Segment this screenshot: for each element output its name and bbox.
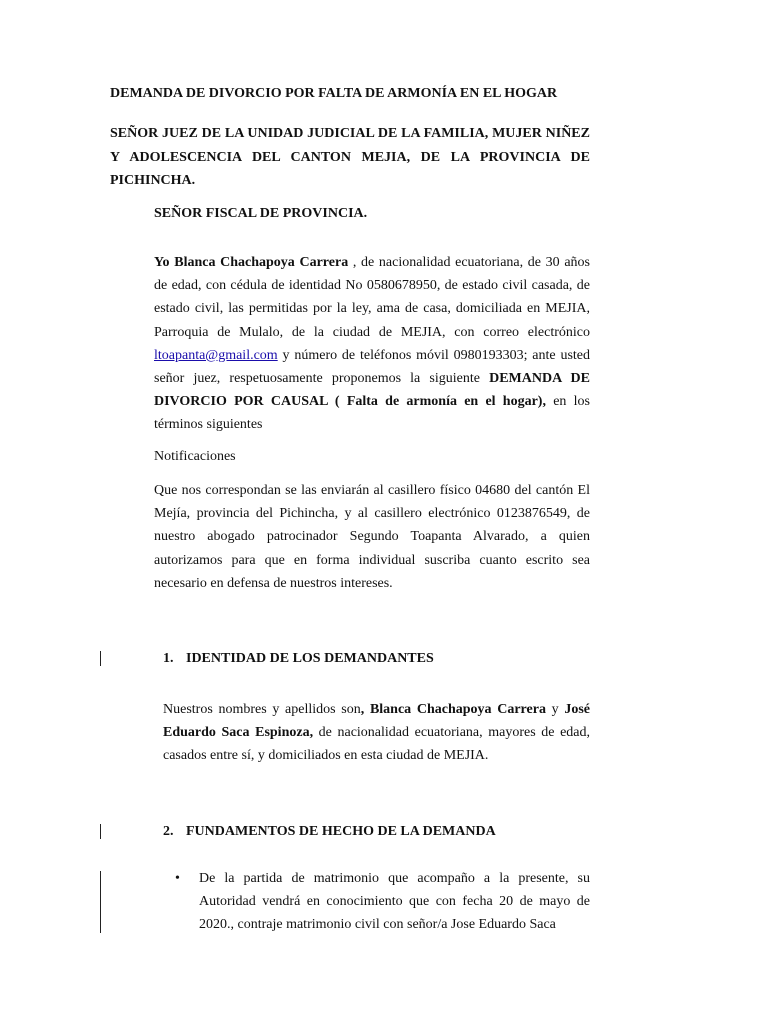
section-1-paragraph — [163, 698, 590, 768]
section-2-title: FUNDAMENTOS DE HECHO DE LA DEMANDA — [186, 824, 496, 839]
section-1-number: 1. — [163, 651, 174, 666]
plaintiff-1-name: , Blanca Chachapoya Carrera — [360, 702, 546, 717]
change-bar — [100, 651, 101, 666]
notifications-heading: Notificaciones — [154, 449, 236, 464]
section-1-text-2: y — [545, 702, 565, 717]
notifications-paragraph: Que nos correspondan se las enviarán al casillero físico 04680 del cantón El Mejía, provincia del Pichincha, y al casillero electrónico 0123876549, de nuestro abogado patrocinador Segundo Toapanta Alvarado, a quien autorizamos para que en forma individual suscriba cuanto escrito sea necesario en defensa de nuestros intereses. — [154, 483, 590, 591]
plaintiff-2-name: José Eduardo Saca Espinoza, — [163, 702, 591, 741]
email-link[interactable]: ltoapanta@gmail.com — [154, 347, 278, 363]
section-2-heading — [163, 820, 590, 843]
bullet-icon: • — [175, 871, 180, 886]
intro-text-3: en los términos siguientes — [154, 394, 590, 433]
change-bar — [100, 824, 101, 839]
section-1-title: IDENTIDAD DE LOS DEMANDANTES — [186, 651, 434, 666]
intro-text-2: y número de teléfonos móvil 0980193303; ante usted señor juez, respetuosamente proponemos la siguiente — [154, 347, 590, 387]
document-title: DEMANDA DE DIVORCIO POR FALTA DE ARMONÍA EN EL HOGAR — [110, 86, 558, 101]
section-1-text-3: de nacionalidad ecuatoriana, mayores de edad, casados entre sí, y domiciliados en esta ciudad de MEJIA. — [163, 725, 590, 764]
section-1-text-1: Nuestros nombres y apellidos son — [163, 702, 361, 717]
intro-text-1: , de nacionalidad ecuatoriana, de 30 años de edad, con cédula de identidad No 0580678950, de estado civil casada, de estado civil, las permitidas por la ley, ama de casa, domiciliada en MEJIA, Parroquia de Mulalo, de la ciudad de MEJIA, con correo electrónico — [154, 255, 591, 340]
fiscal-addressee: SEÑOR FISCAL DE PROVINCIA. — [154, 206, 368, 221]
bullet-list-item — [175, 867, 590, 937]
plaintiff-name: Yo Blanca Chachapoya Carrera — [154, 255, 349, 270]
demand-type: DEMANDA DE DIVORCIO POR CAUSAL ( Falta de armonía en el hogar), — [154, 371, 590, 410]
intro-paragraph — [154, 251, 590, 437]
addressee-paragraph: SEÑOR JUEZ DE LA UNIDAD JUDICIAL DE LA FAMILIA, MUJER NIÑEZ Y ADOLESCENCIA DEL CANTON MEJIA, DE LA PROVINCIA DE PICHINCHA. — [110, 126, 590, 188]
section-2-number: 2. — [163, 824, 174, 839]
section-1-heading — [163, 647, 590, 670]
bullet-text: De la partida de matrimonio que acompaño a la presente, su Autoridad vendrá en conocimiento que con fecha 20 de mayo de 2020., contraje matrimonio civil con señor/a Jose Eduardo Saca — [199, 871, 590, 933]
change-bar — [100, 871, 101, 933]
